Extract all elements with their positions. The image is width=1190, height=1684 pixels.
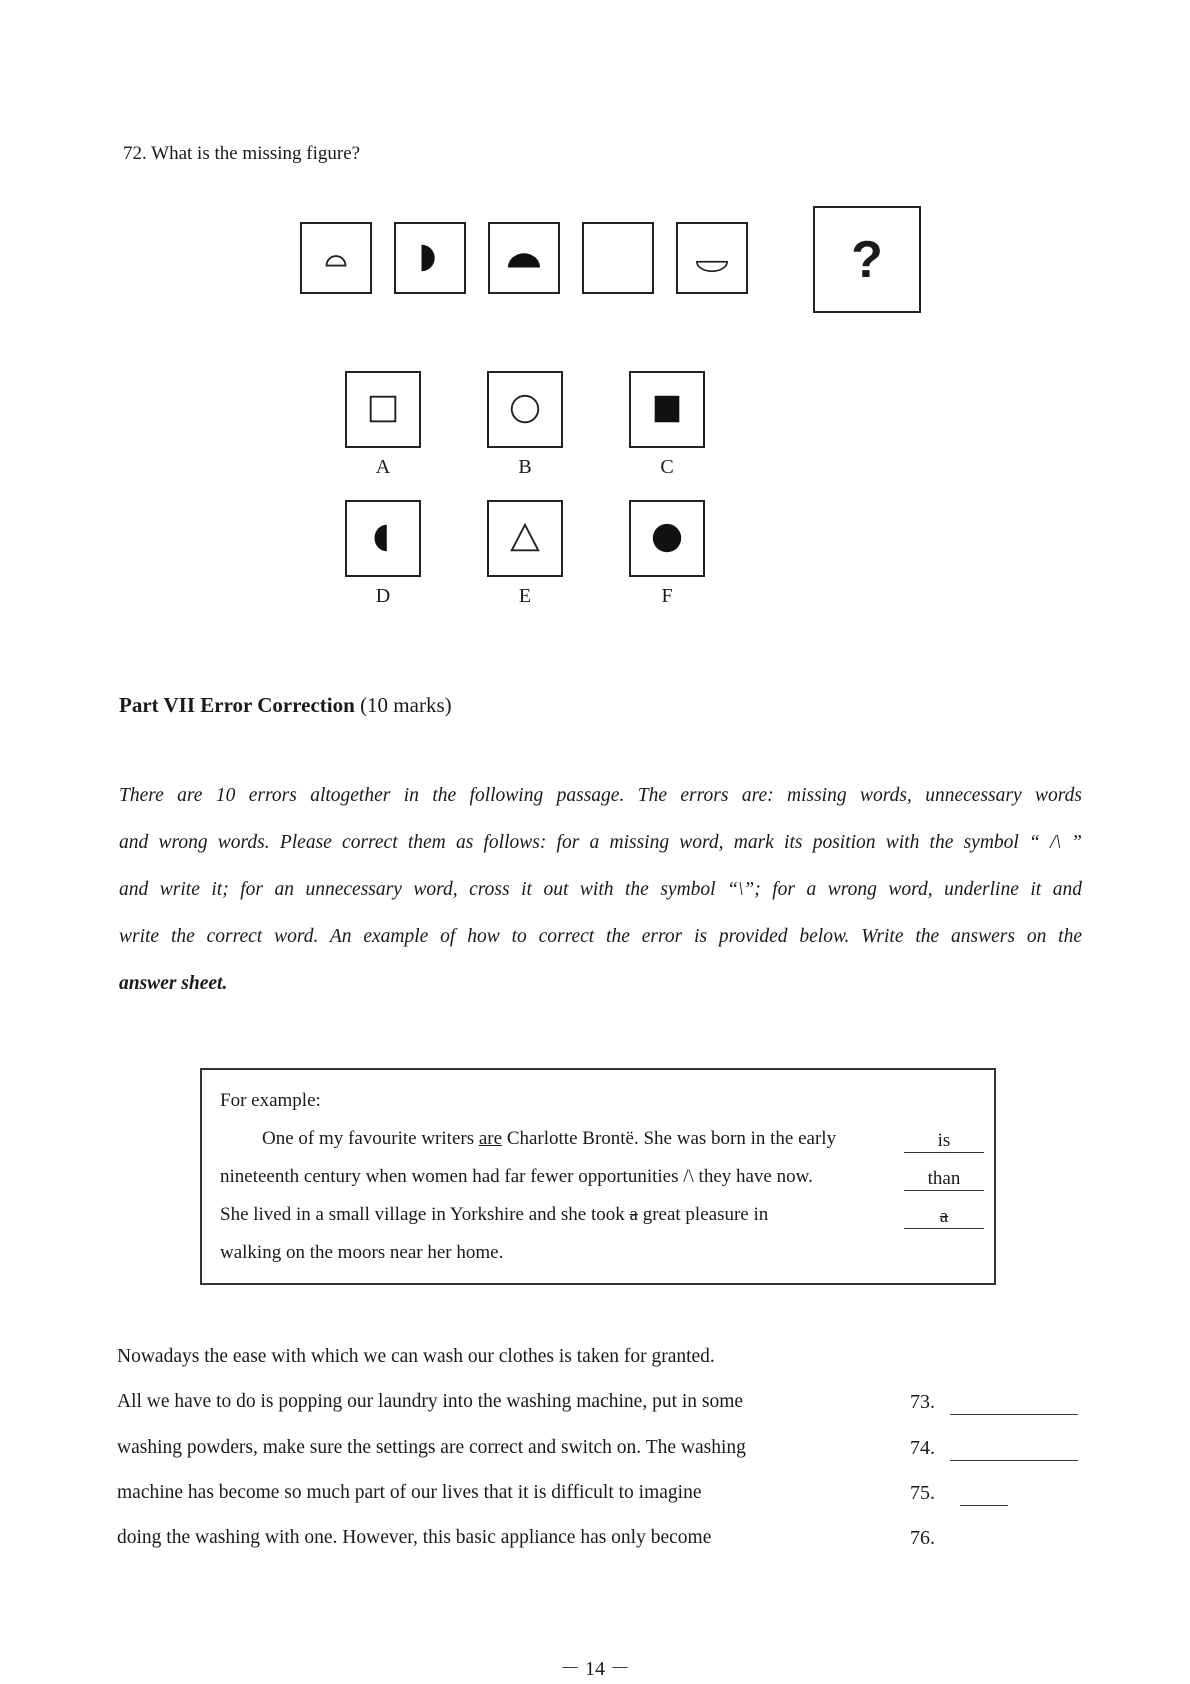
example-line-1 [262, 1128, 836, 1150]
option-e-label: E [518, 585, 532, 607]
passage-line-1: Nowadays the ease with which we can wash our clothes is taken for granted. [117, 1346, 715, 1367]
example-error-word: are [478, 1128, 503, 1149]
example-answer-2: than [904, 1168, 984, 1191]
passage-line-4: machine has become so much part of our lives that it is difficult to imagine [117, 1482, 702, 1503]
instruction-line: write the correct word. An example of how to correct the error is provided below. Write the answers on the [119, 926, 1082, 947]
example-line-4: walking on the moors near her home. [220, 1242, 504, 1263]
filled-square-icon [631, 373, 703, 446]
option-f-label: F [661, 585, 673, 607]
option-d-box [345, 500, 421, 577]
filled-circle-icon [631, 502, 703, 575]
option-b-box [487, 371, 563, 448]
example-text: She lived in a small village in Yorkshire and she took [220, 1204, 630, 1225]
part-7-title [119, 693, 452, 718]
part-7-title-text: Part VII Error Correction [119, 693, 355, 717]
question-number-75: 75. [910, 1482, 935, 1504]
hollow-top-semicircle-icon [302, 224, 370, 292]
example-line-2: nineteenth century when women had far fewer opportunities /\ they have now. [220, 1166, 813, 1187]
instruction-line: answer sheet. [119, 973, 228, 994]
sequence-figure-4-empty [582, 222, 654, 294]
option-c-box [629, 371, 705, 448]
example-answer-3: a [904, 1206, 984, 1229]
instruction-line: and wrong words. Please correct them as follows: for a missing word, mark its position with the symbol “ /\ ” [119, 832, 1082, 853]
filled-top-semicircle-icon [490, 224, 558, 292]
instructions [119, 772, 1082, 1007]
sequence-figure-5 [676, 222, 748, 294]
page-number: － 14 － [560, 1658, 630, 1680]
filled-right-half-circle-icon [396, 224, 464, 292]
answer-blank-75 [960, 1505, 1008, 1506]
passage-line-2: All we have to do is popping our laundry into the washing machine, put in some [117, 1391, 744, 1412]
instruction-line: There are 10 errors altogether in the following passage. The errors are: missing words, unnecessary words [119, 785, 1082, 806]
hollow-bottom-semicircle-icon [678, 224, 746, 292]
option-f-box [629, 500, 705, 577]
example-text: Charlotte Brontë. She was born in the early [502, 1128, 837, 1149]
example-box [200, 1068, 996, 1285]
hollow-circle-icon [489, 373, 561, 446]
option-a-label: A [375, 456, 391, 478]
hollow-square-icon [347, 373, 419, 446]
passage-line-3: washing powders, make sure the settings are correct and switch on. The washing [117, 1437, 746, 1458]
example-line-3 [220, 1204, 768, 1226]
example-answer-1: is [904, 1130, 984, 1153]
option-a-box [345, 371, 421, 448]
missing-figure-box [813, 206, 921, 313]
option-e-box [487, 500, 563, 577]
example-text: great pleasure in [637, 1204, 769, 1225]
sequence-figure-1 [300, 222, 372, 294]
question-number-74: 74. [910, 1437, 935, 1459]
example-text: One of my favourite writers [262, 1128, 479, 1149]
sequence-figure-3 [488, 222, 560, 294]
option-b-label: B [518, 456, 532, 478]
hollow-triangle-icon [489, 502, 561, 575]
example-crossed-word: a [629, 1204, 638, 1225]
answer-blank-73 [950, 1414, 1078, 1415]
instruction-line: and write it; for an unnecessary word, cross it out with the symbol “\”; for a wrong word, underline it and [119, 879, 1082, 900]
question-mark: ? [851, 230, 883, 289]
question-number-73: 73. [910, 1391, 935, 1413]
option-d-label: D [375, 585, 391, 607]
passage-line-5: doing the washing with one. However, this basic appliance has only become [117, 1527, 712, 1548]
sequence-figure-2 [394, 222, 466, 294]
filled-left-half-circle-icon [347, 502, 419, 575]
answer-blank-74 [950, 1460, 1078, 1461]
option-c-label: C [660, 456, 674, 478]
example-heading: For example: [220, 1090, 321, 1111]
question-72-prompt: 72. What is the missing figure? [123, 143, 361, 164]
part-7-marks: (10 marks) [360, 693, 452, 717]
question-number-76: 76. [910, 1527, 935, 1549]
